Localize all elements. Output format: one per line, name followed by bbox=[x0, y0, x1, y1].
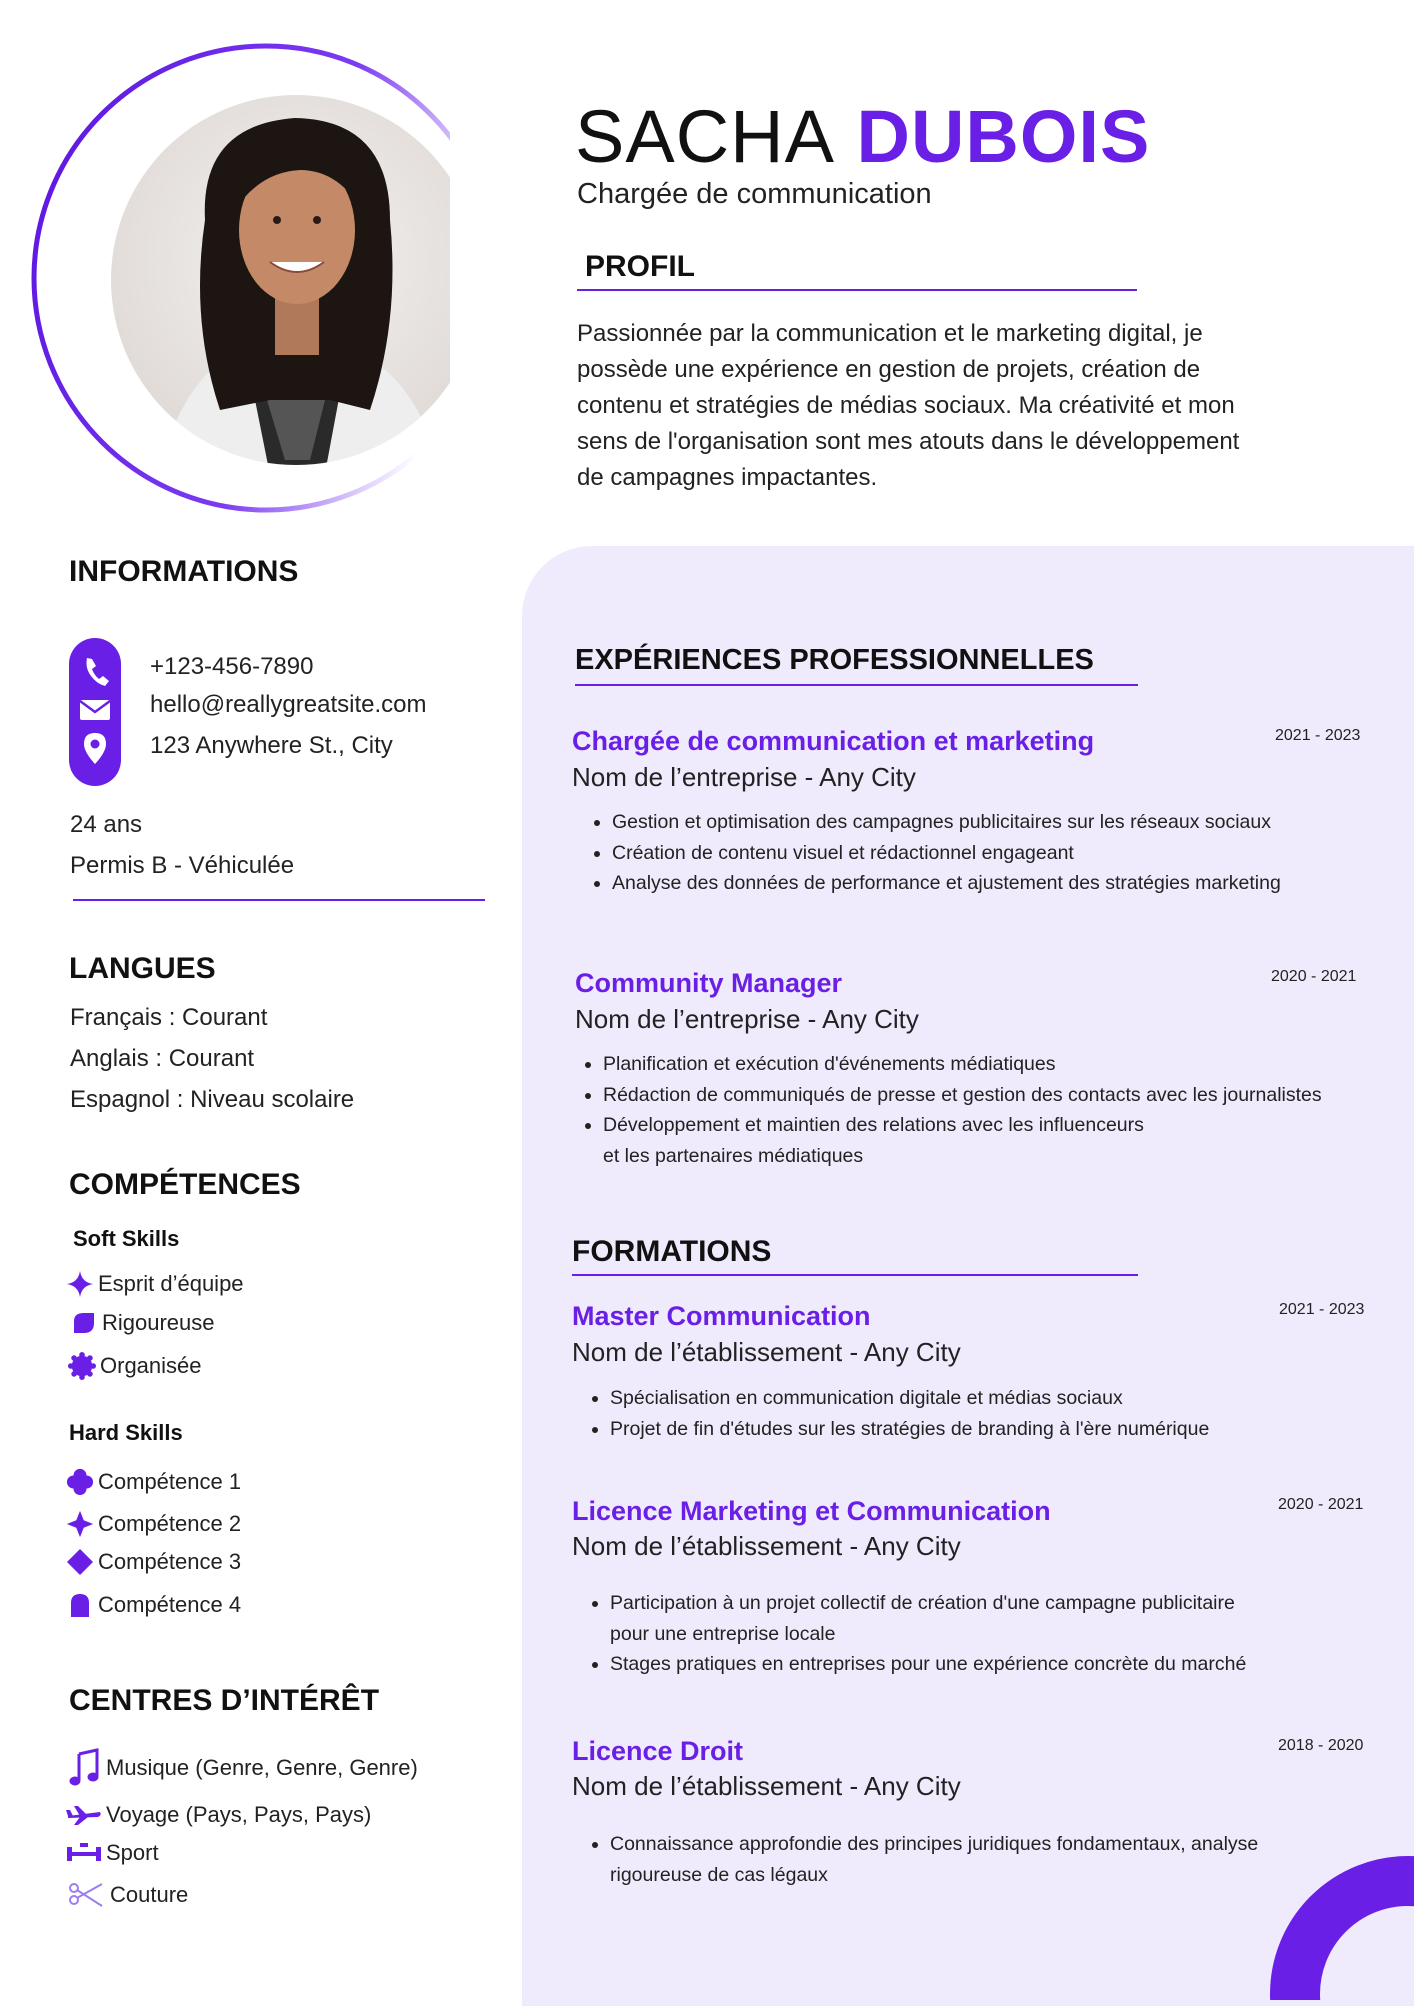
sparkle-icon bbox=[66, 1270, 94, 1298]
hard-skills-heading: Hard Skills bbox=[69, 1420, 183, 1445]
bullet-continuation: et les partenaires médiatiques bbox=[603, 1144, 864, 1167]
interest-label: Musique (Genre, Genre, Genre) bbox=[106, 1755, 418, 1780]
informations-underline bbox=[73, 899, 485, 901]
formation-title: Licence Droit bbox=[572, 1736, 744, 1766]
informations-heading: INFORMATIONS bbox=[69, 555, 299, 588]
bullet-item: • Analyse des données de performance et ajustement des stratégies marketing bbox=[612, 868, 1412, 899]
formation-title: Master Communication bbox=[572, 1301, 871, 1331]
formation-dates: 2018 - 2020 bbox=[1278, 1737, 1364, 1754]
bullet-item: • Spécialisation en communication digitale et médias sociaux bbox=[610, 1383, 1410, 1414]
hard-skill-label: Compétence 3 bbox=[98, 1549, 242, 1574]
soft-skill-item bbox=[66, 1270, 244, 1298]
hard-skill-label: Compétence 2 bbox=[98, 1511, 242, 1536]
bullet-item: • Création de contenu visuel et rédactionnel engageant bbox=[612, 838, 1412, 869]
dumbbell-icon bbox=[66, 1839, 102, 1867]
soft-skills-heading: Soft Skills bbox=[73, 1226, 180, 1251]
diamond-icon bbox=[66, 1548, 94, 1576]
formation-school: Nom de l’établissement - Any City bbox=[572, 1531, 961, 1561]
experience-company: Nom de l’entreprise - Any City bbox=[572, 762, 916, 792]
language-item: Anglais : Courant bbox=[70, 1045, 255, 1072]
formation-school: Nom de l’établissement - Any City bbox=[572, 1337, 961, 1367]
language-item: Espagnol : Niveau scolaire bbox=[70, 1086, 355, 1113]
formations-underline bbox=[572, 1274, 1138, 1276]
langues-heading: LANGUES bbox=[69, 952, 216, 985]
hard-skill-label: Compétence 4 bbox=[98, 1592, 242, 1617]
experience-bullets bbox=[573, 1049, 1414, 1171]
bullet-item: • Planification et exécution d'événements médiatiques bbox=[603, 1049, 1414, 1080]
bullet-item: • Gestion et optimisation des campagnes publicitaires sur les réseaux sociaux bbox=[612, 807, 1412, 838]
contact-icons bbox=[69, 638, 121, 786]
driving-license: Permis B - Véhiculée bbox=[70, 852, 295, 879]
bullet-item: • Rédaction de communiqués de presse et gestion des contacts avec les journalistes bbox=[603, 1080, 1414, 1111]
bullet-item: • Stages pratiques en entreprises pour une expérience concrète du marché bbox=[610, 1649, 1260, 1680]
decorative-ring bbox=[1270, 1848, 1414, 2000]
candidate-name bbox=[575, 95, 1150, 179]
experience-dates: 2020 - 2021 bbox=[1271, 968, 1357, 985]
phone-icon bbox=[87, 658, 110, 686]
airplane-icon bbox=[66, 1801, 102, 1829]
experience-dates: 2021 - 2023 bbox=[1275, 727, 1361, 744]
phone-number: +123-456-7890 bbox=[150, 653, 314, 680]
profile-text: Passionnée par la communication et le marketing digital, je possède une expérience en gestion de projets, création de contenu et stratégies de médias sociaux. Ma créativité et mon sens de l'organisation sont mes atouts dans le développement de campagnes impactantes. bbox=[577, 320, 1240, 491]
profile-underline bbox=[577, 289, 1137, 291]
job-title: Chargée de communication bbox=[577, 178, 932, 210]
interest-item bbox=[66, 1801, 371, 1829]
flower-icon bbox=[68, 1352, 96, 1380]
formation-title: Licence Marketing et Communication bbox=[572, 1496, 1051, 1526]
soft-skill-label: Esprit d’équipe bbox=[98, 1271, 244, 1296]
hard-skill-item bbox=[66, 1468, 241, 1496]
soft-skill-item bbox=[70, 1309, 215, 1337]
bullet-item: • Connaissance approfondie des principes juridiques fondamentaux, analyse rigoureuse de cas légaux bbox=[610, 1829, 1290, 1890]
interest-item bbox=[66, 1748, 418, 1788]
location-pin-icon bbox=[84, 733, 106, 764]
formation-bullets bbox=[580, 1829, 1290, 1890]
interest-label: Sport bbox=[106, 1840, 159, 1865]
interest-item bbox=[66, 1881, 188, 1909]
clover-icon bbox=[66, 1468, 94, 1496]
bullet-item: • Participation à un projet collectif de création d'une campagne publicitaire pour une entreprise locale bbox=[610, 1588, 1260, 1649]
experience-bullets bbox=[582, 807, 1412, 899]
first-name: SACHA bbox=[575, 95, 835, 178]
competences-heading: COMPÉTENCES bbox=[69, 1168, 301, 1201]
contact-icons-pill bbox=[69, 638, 121, 786]
interest-label: Couture bbox=[110, 1882, 189, 1907]
scissors-icon bbox=[66, 1881, 106, 1909]
interest-item bbox=[66, 1839, 159, 1867]
experiences-underline bbox=[575, 684, 1138, 686]
email-address: hello@reallygreatsite.com bbox=[150, 691, 427, 718]
formation-bullets bbox=[580, 1383, 1410, 1444]
hard-skill-item bbox=[66, 1591, 241, 1619]
last-name: DUBOIS bbox=[856, 95, 1151, 178]
arch-icon bbox=[66, 1591, 94, 1619]
hard-skill-item bbox=[66, 1548, 241, 1576]
experience-title: Community Manager bbox=[575, 968, 843, 998]
formation-dates: 2021 - 2023 bbox=[1279, 1301, 1365, 1318]
leaf-icon bbox=[70, 1309, 98, 1337]
experience-company: Nom de l’entreprise - Any City bbox=[575, 1004, 919, 1034]
bullet-item: • Développement et maintien des relations avec les influenceurs bbox=[603, 1110, 1414, 1141]
soft-skill-item bbox=[68, 1352, 202, 1380]
star-icon bbox=[66, 1510, 94, 1538]
hard-skill-item bbox=[66, 1510, 241, 1538]
formations-heading: FORMATIONS bbox=[572, 1235, 772, 1268]
language-item: Français : Courant bbox=[70, 1004, 268, 1031]
age: 24 ans bbox=[70, 811, 143, 838]
formation-school: Nom de l’établissement - Any City bbox=[572, 1771, 961, 1801]
bullet-item: • Projet de fin d'études sur les stratégies de branding à l'ère numérique bbox=[610, 1414, 1410, 1445]
profile-heading: PROFIL bbox=[585, 250, 695, 283]
postal-address: 123 Anywhere St., City bbox=[150, 732, 393, 759]
hard-skill-label: Compétence 1 bbox=[98, 1469, 242, 1494]
interest-label: Voyage (Pays, Pays, Pays) bbox=[106, 1802, 372, 1827]
soft-skill-label: Organisée bbox=[100, 1353, 202, 1378]
formation-dates: 2020 - 2021 bbox=[1278, 1496, 1364, 1513]
interets-heading: CENTRES D’INTÉRÊT bbox=[69, 1684, 380, 1717]
soft-skill-label: Rigoureuse bbox=[102, 1310, 215, 1335]
music-note-icon bbox=[66, 1748, 102, 1788]
experience-title: Chargée de communication et marketing bbox=[572, 726, 1095, 756]
avatar bbox=[90, 70, 450, 500]
portrait-frame bbox=[30, 30, 450, 530]
formation-bullets bbox=[580, 1588, 1260, 1680]
experiences-heading: EXPÉRIENCES PROFESSIONNELLES bbox=[575, 644, 1094, 676]
mail-icon bbox=[80, 700, 110, 720]
